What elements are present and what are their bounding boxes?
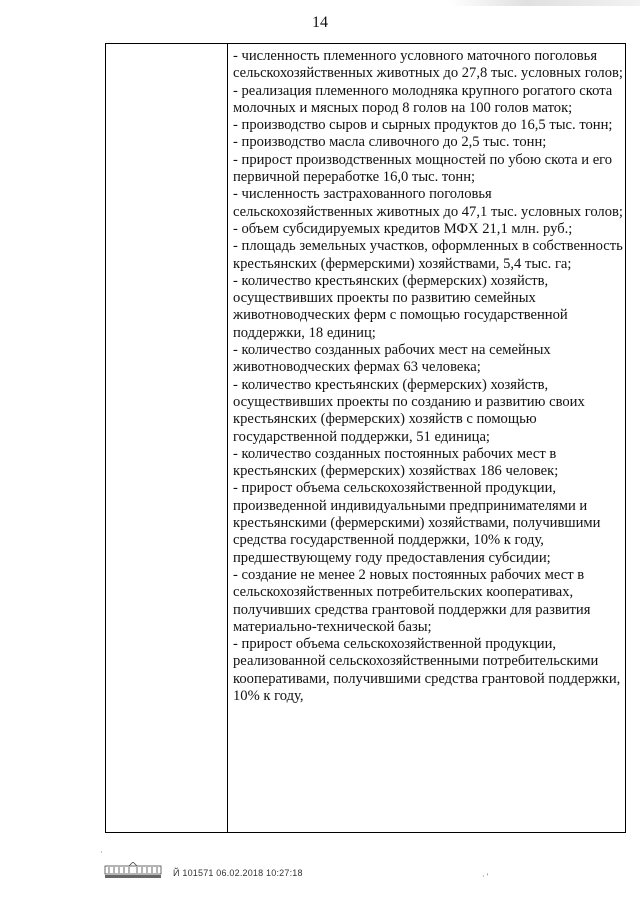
government-logo — [103, 862, 163, 882]
document-registration-id: Й 101571 06.02.2018 10:27:18 — [173, 868, 303, 878]
scan-speck: · ' — [482, 872, 489, 881]
document-footer — [103, 862, 523, 886]
page-number: 14 — [312, 14, 328, 31]
scan-speck: · — [100, 848, 103, 857]
scan-artifact — [450, 0, 640, 6]
table-right-column — [233, 48, 623, 705]
list-item: - объем субсидируемых кредитов МФХ 21,1 млн. руб.; — [233, 220, 573, 237]
table-left-column — [106, 44, 228, 832]
list-item: - производство сыров и сырных продуктов до 16,5 тыс. тонн; — [233, 117, 613, 134]
list-item: - количество крестьянских (фермерских) хозяйств, осуществивших проекты по развитию семейных животноводческих ферм с помощью государственной поддержки, 18 единиц; — [233, 272, 568, 341]
list-item: - прирост объема сельскохозяйственной продукции, реализованной сельскохозяйственными потребительскими кооперативами, получившими средства грантовой поддержки, 10% к году, — [233, 636, 621, 704]
list-item: - прирост производственных мощностей по убою скота и его первичной переработке 16,0 тыс. тонн; — [233, 151, 613, 186]
list-item: - площадь земельных участков, оформленных в собственность крестьянских (фермерскими) хозяйствами, 5,4 тыс. га; — [233, 238, 623, 272]
list-item: - численность племенного условного маточного поголовья сельскохозяйственных животных до 27,8 тыс. условных голов; — [233, 48, 623, 82]
document-table — [105, 43, 626, 833]
list-item: - производство масла сливочного до 2,5 тыс. тонн; — [233, 134, 547, 151]
list-item: - численность застрахованного поголовья сельскохозяйственных животных до 47,1 тыс. условных голов; — [233, 186, 623, 220]
list-item: - количество крестьянских (фермерских) хозяйств, осуществивших проекты по созданию и развитию своих крестьянских (фермерских) хозяйств с помощью государственной поддержки, 51 единица; — [233, 376, 585, 445]
list-item: - прирост объема сельскохозяйственной продукции, произведенной индивидуальными предпринимателями и крестьянскими (фермерскими) хозяйствами, получившими средства государственной поддержки, 10% к году, предшествующему году предоставления субсидии; — [233, 480, 601, 566]
list-item: - создание не менее 2 новых постоянных рабочих мест в сельскохозяйственных потребительских кооперативах, получивших средства грантовой поддержки для развития материально-технической базы; — [233, 566, 591, 635]
list-item: - количество созданных постоянных рабочих мест в крестьянских (фермерских) хозяйствах 186 человек; — [233, 445, 559, 480]
list-item: - количество созданных рабочих мест на семейных животноводческих фермах 63 человека; — [233, 342, 551, 376]
list-item: - реализация племенного молодняка крупного рогатого скота молочных и мясных пород 8 голов на 100 голов маток; — [233, 82, 613, 116]
